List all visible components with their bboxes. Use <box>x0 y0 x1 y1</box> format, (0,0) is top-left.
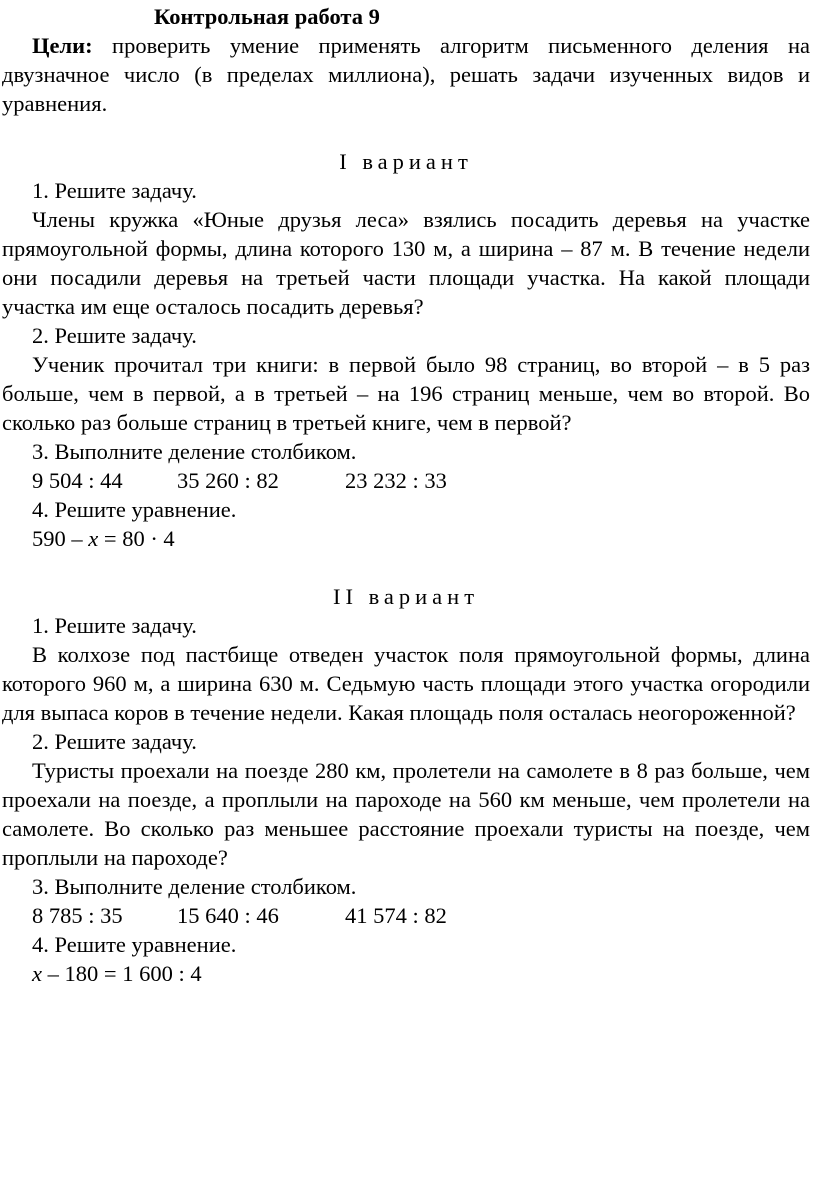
variant-2-section <box>2 582 810 988</box>
variant-2-task-4-label: 4. Решите уравнение. <box>32 932 237 957</box>
goals-text: проверить умение применять алгоритм письменного деления на двузначное число (в пределах миллиона), решать задачи изученных видов и уравнения. <box>2 33 810 116</box>
equation-right: = 80 · 4 <box>98 526 175 551</box>
variant-1-task-3-examples <box>2 466 810 495</box>
division-example: 15 640 : 46 <box>177 903 279 928</box>
division-example: 8 785 : 35 <box>32 903 123 928</box>
variant-1-task-1-label: 1. Решите задачу. <box>32 178 197 203</box>
variant-2-heading: II вариант <box>332 584 480 609</box>
page-title: Контрольная работа 9 <box>154 4 380 29</box>
variant-1-task-1-text: Члены кружка «Юные друзья леса» взялись посадить деревья на участке прямоугольной формы, длина которого 130 м, а ширина – 87 м. В течение недели они посадили деревья на третьей части площади участка. На какой площади участка им еще осталось посадить деревья? <box>2 207 810 319</box>
variant-2-task-2-text: Туристы проехали на поезде 280 км, пролетели на самолете в 8 раз больше, чем проехали на поезде, а проплыли на пароходе на 560 км меньше, чем пролетели на самолете. Во сколько раз меньшее расстояние проехали туристы на поезде, чем проплыли на пароходе? <box>2 758 810 870</box>
equation-right: – 180 = 1 600 : 4 <box>42 961 202 986</box>
variant-1-task-2-text: Ученик прочитал три книги: в первой было 98 страниц, во второй – в 5 раз больше, чем в первой, а в третьей – на 196 страниц меньше, чем во второй. Во сколько раз больше страниц в третьей книге, чем в первой? <box>2 352 810 435</box>
variant-1-task-2-label: 2. Решите задачу. <box>32 323 197 348</box>
division-example: 9 504 : 44 <box>32 468 123 493</box>
division-example: 35 260 : 82 <box>177 468 279 493</box>
variant-2-equation <box>2 959 810 988</box>
variant-1-heading: I вариант <box>339 149 473 174</box>
variant-1-equation <box>2 524 810 553</box>
variant-1-section <box>2 147 810 553</box>
equation-variable: x <box>88 526 99 551</box>
division-example: 41 574 : 82 <box>345 903 447 928</box>
goals-paragraph <box>2 31 810 118</box>
variant-2-task-1-text: В колхозе под пастбище отведен участок поля прямоугольной формы, длина которого 960 м, а ширина 630 м. Седьмую часть площади этого участка огородили для выпаса коров в течение недели. Какая площадь поля осталась неогороженной? <box>2 642 810 725</box>
variant-2-task-3-label: 3. Выполните деление столбиком. <box>32 874 357 899</box>
spacer <box>2 118 810 147</box>
goals-label: Цели: <box>32 33 93 58</box>
variant-1-task-3-label: 3. Выполните деление столбиком. <box>32 439 357 464</box>
division-example: 23 232 : 33 <box>345 468 447 493</box>
variant-1-task-4-label: 4. Решите уравнение. <box>32 497 237 522</box>
variant-2-task-1-label: 1. Решите задачу. <box>32 613 197 638</box>
variant-2-task-2-label: 2. Решите задачу. <box>32 729 197 754</box>
spacer <box>2 553 810 582</box>
variant-2-task-3-examples <box>2 901 810 930</box>
equation-variable: x <box>32 961 42 986</box>
equation-left: 590 – <box>32 526 89 551</box>
